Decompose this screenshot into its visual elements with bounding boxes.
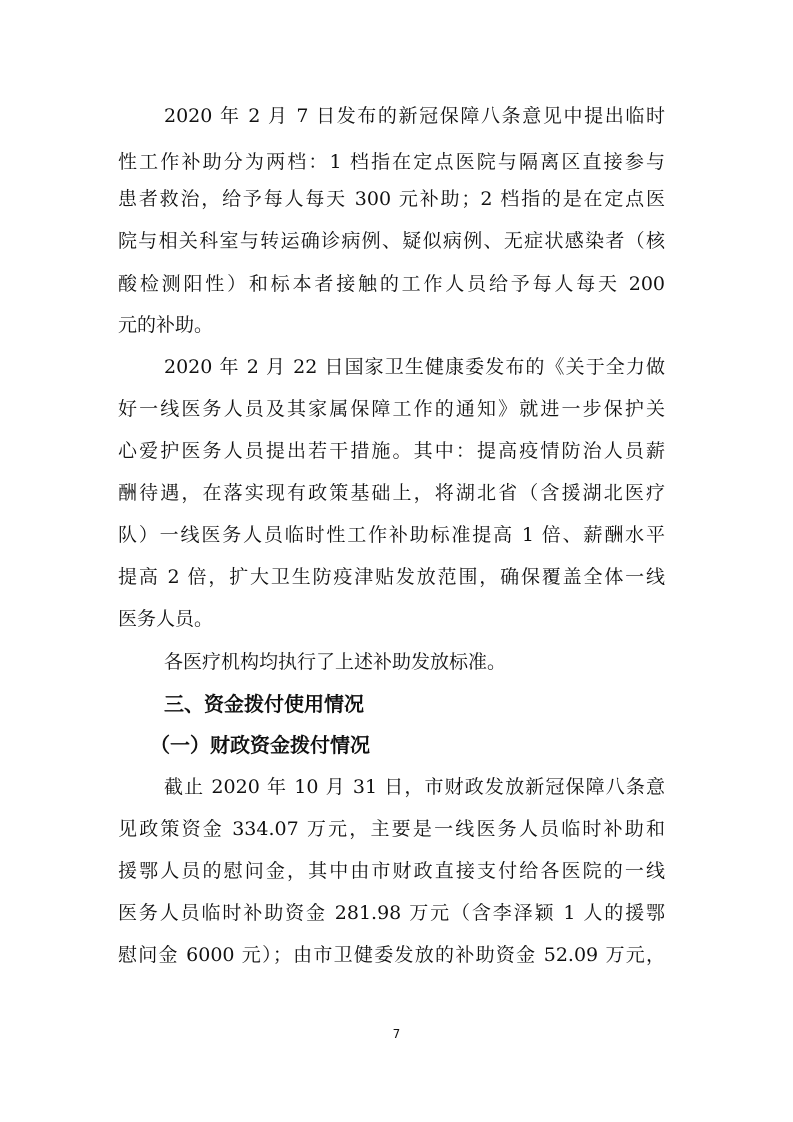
paragraph-line: 好一线医务人员及其家属保障工作的通知》就进一步保护关 bbox=[118, 398, 665, 420]
paragraph-line: 各医疗机构均执行了上述补助发放标准。 bbox=[164, 651, 507, 673]
paragraph-line: 心爱护医务人员提出若干措施。其中：提高疫情防治人员薪 bbox=[118, 440, 665, 462]
paragraph-line: 慰问金 6000 元）；由市卫健委发放的补助资金 52.09 万元， bbox=[118, 944, 665, 966]
paragraph-line: 2020 年 2 月 22 日国家卫生健康委发布的《关于全力做 bbox=[164, 356, 665, 378]
paragraph-line: 医务人员临时补助资金 281.98 万元（含李泽颖 1 人的援鄂 bbox=[118, 902, 665, 924]
paragraph-line: 元的补助。 bbox=[118, 314, 214, 336]
paragraph-line: 队）一线医务人员临时性工作补助标准提高 1 倍、薪酬水平 bbox=[118, 524, 665, 546]
section-heading: 三、资金拨付使用情况 bbox=[164, 692, 364, 716]
paragraph-line: 院与相关科室与转运确诊病例、疑似病例、无症状感染者（核 bbox=[118, 230, 665, 252]
paragraph-line: 酸检测阳性）和标本者接触的工作人员给予每人每天 200 bbox=[118, 273, 665, 295]
paragraph-line: 酬待遇，在落实现有政策基础上，将湖北省（含援湖北医疗 bbox=[118, 482, 665, 504]
paragraph-line: 性工作补助分为两档：1 档指在定点医院与隔离区直接参与 bbox=[118, 151, 665, 173]
paragraph-line: 提高 2 倍，扩大卫生防疫津贴发放范围，确保覆盖全体一线 bbox=[118, 566, 665, 588]
subsection-heading: （一）财政资金拨付情况 bbox=[150, 733, 370, 757]
paragraph-line: 医务人员。 bbox=[118, 608, 214, 630]
paragraph-line: 见政策资金 334.07 万元，主要是一线医务人员临时补助和 bbox=[118, 818, 665, 840]
page-number: 7 bbox=[392, 1027, 401, 1041]
paragraph-line: 患者救治，给予每人每天 300 元补助；2 档指的是在定点医 bbox=[118, 188, 665, 210]
paragraph-line: 2020 年 2 月 7 日发布的新冠保障八条意见中提出临时 bbox=[164, 105, 665, 127]
paragraph-line: 援鄂人员的慰问金，其中由市财政直接支付给各医院的一线 bbox=[118, 860, 665, 882]
paragraph-line: 截止 2020 年 10 月 31 日，市财政发放新冠保障八条意 bbox=[164, 776, 665, 798]
